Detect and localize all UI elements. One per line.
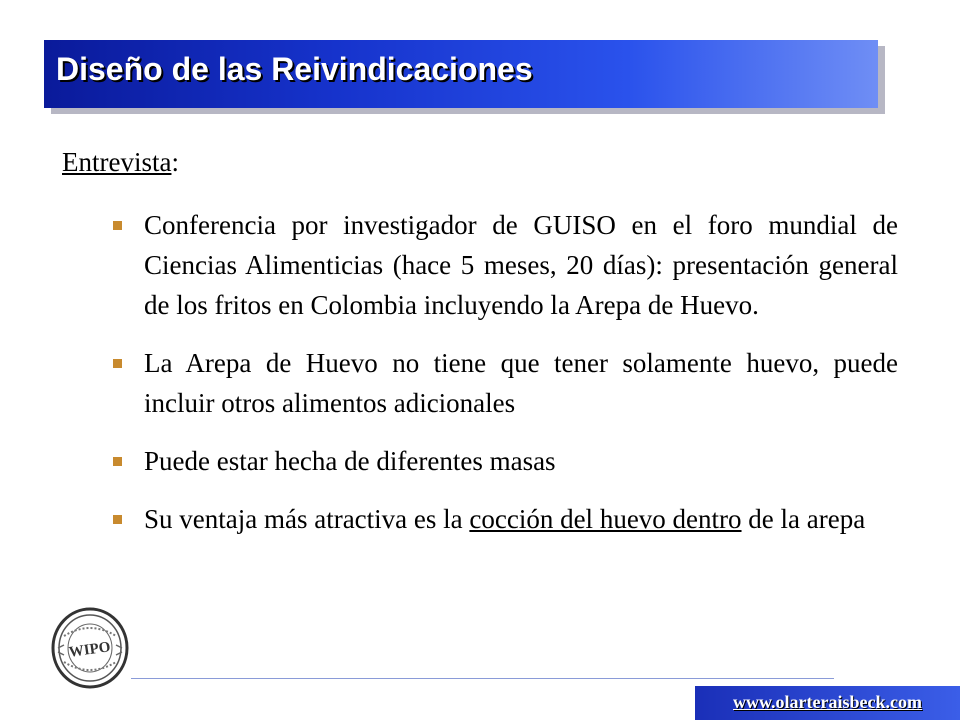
bullet-text: de la arepa bbox=[741, 504, 866, 534]
footer-divider bbox=[131, 678, 834, 679]
section-heading-colon: : bbox=[171, 147, 179, 177]
bullet-text: Conferencia por investigador de GUISO en el foro mundial de Ciencias Alimenticias (hace 5 meses, 20 días): presentación general de los fritos en Colombia incluyendo la Arepa de Huevo. bbox=[144, 210, 898, 320]
bullet-text-underlined: cocción del huevo dentro bbox=[469, 504, 742, 534]
bullet-item bbox=[113, 441, 898, 481]
bullet-list bbox=[113, 205, 898, 557]
bullet-item bbox=[113, 205, 898, 325]
bullet-item bbox=[113, 499, 898, 539]
footer-url-link[interactable]: www.olarteraisbeck.com bbox=[733, 692, 922, 712]
bullet-marker-icon bbox=[113, 221, 122, 230]
slide-title: Diseño de las Reivindicaciones bbox=[56, 51, 533, 87]
wipo-seal-icon bbox=[50, 606, 130, 690]
title-bar bbox=[44, 40, 878, 108]
bullet-text: Puede estar hecha de diferentes masas bbox=[144, 446, 556, 476]
bullet-item bbox=[113, 343, 898, 423]
section-heading-label: Entrevista bbox=[62, 147, 172, 177]
footer-url-box bbox=[695, 686, 960, 720]
bullet-text: Su ventaja más atractiva es la bbox=[144, 504, 470, 534]
wipo-seal-text: WIPO bbox=[67, 639, 112, 661]
bullet-marker-icon bbox=[113, 515, 122, 524]
section-heading bbox=[62, 147, 179, 178]
bullet-marker-icon bbox=[113, 359, 122, 368]
bullet-text: La Arepa de Huevo no tiene que tener solamente huevo, puede incluir otros alimentos adicionales bbox=[144, 348, 898, 418]
bullet-marker-icon bbox=[113, 457, 122, 466]
